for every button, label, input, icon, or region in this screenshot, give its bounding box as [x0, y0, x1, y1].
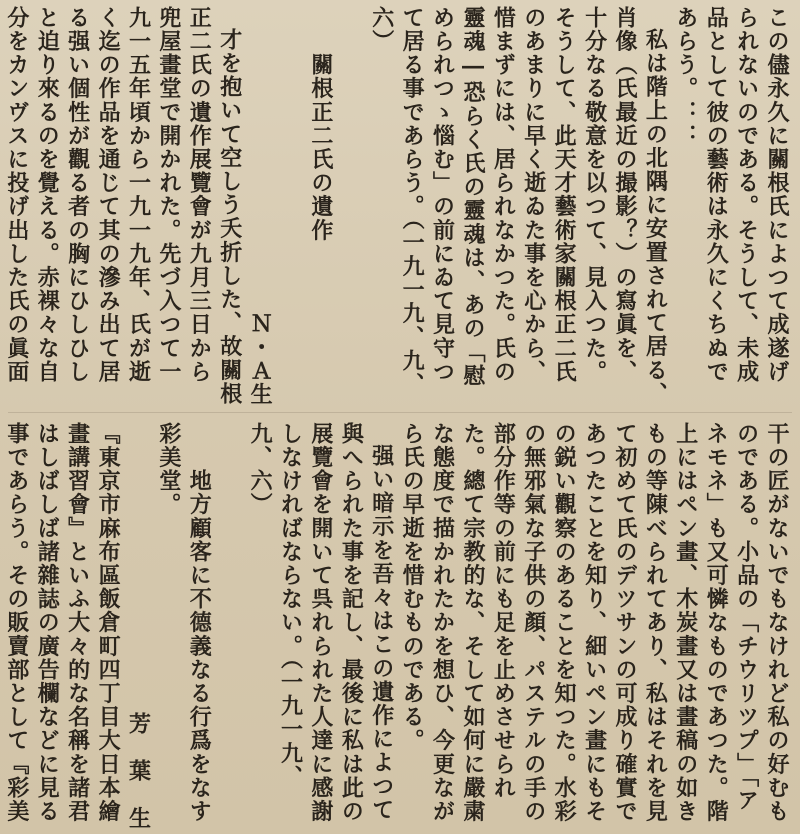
paragraph-portrait-text: 私は階上の北隅に安置されて居る、肖像（氏最近の撮影？）の寫眞を、十分なる敬意を以つて、見入つた。そうして、此天才藝術家關根正二氏のあまりに早く逝ゐた事を心から、惜まずには、居られなかつた。氏の靈魂―恐らく氏の靈魂は、あの「慰められつゝ惱む」の前にゐて見守つて居る事であらう。（一九一九、九、六）	[368, 6, 669, 406]
article-title-2-text: 地方顧客に不德義なる行爲をなす彩美堂。	[155, 422, 213, 824]
article-byline	[245, 6, 275, 406]
paragraph-portrait	[366, 6, 670, 406]
article-title	[306, 6, 336, 406]
upper-text-block	[3, 6, 792, 406]
article-title-text: 關根正二氏の遺作	[307, 53, 334, 243]
section-divider	[8, 412, 792, 413]
article-byline-2-text: 芳 葉 生	[125, 712, 152, 830]
article-byline-text: Ｎ・Ａ生	[247, 311, 274, 406]
paragraph-closing-text: 强い暗示を吾々はこの遺作によつて與へられた事を記し、最後に私は此の展覽會を開いて呉れられた人達に感謝しなければならない。（一九一九、九、六）	[247, 422, 395, 824]
spacer	[275, 6, 305, 406]
spacer	[336, 6, 366, 406]
spacer	[214, 422, 244, 830]
lower-text-block	[3, 422, 792, 830]
paragraph-exhibition-text: 才を抱いて空しう夭折した、故關根正二氏の遺作展覽會が九月三日から兜屋畫堂で開かれた。先づ入つて一九一五年頃から一九一九年、氏が逝く迄の作品を通じて其の滲み出て居る强い個性が觀る者の胸にひしひしと迫り來るのを覺える。赤裸々な自分をカンヴスに投げ出した氏の眞面	[3, 6, 243, 406]
article-byline-2	[123, 422, 153, 830]
paragraph-closing	[245, 422, 397, 830]
paragraph-saibido: 『東京市麻布區飯倉町四丁目大日本繪畫講習會』といふ大々的な名稱を諸君はしばしば諸雜誌の廣告欄などに見る事であらう。その販賣部として『彩美	[3, 422, 122, 824]
paragraph-small-works: 干の匠がないでもなけれど私の好むものである。小品の「チウリツプ」「アネモネ」も又可憐なものであつた。階上にはペン畫、木炭畫又は畫稿の如きもの等陳べられてあり、私はそれを見て初めて氏のデツサンの可成り確實であつたことを知り、細いペン畫にもその鋭い觀察のあることを知つた。水彩の無邪氣な子供の顏、パステルの手の部分作等の前にも足を止めさせられた。總て宗教的な、そして如何に嚴粛な態度で描かれたかを想ひ、今更ながら氏の早逝を惜むものである。	[399, 422, 790, 824]
paragraph-continuation: この儘永久に關根氏によつて成遂げられないのである。そうして、未成品として彼の藝術は永久にくちぬであらう。：：	[672, 6, 790, 384]
article-title-2	[153, 422, 214, 830]
paragraph-exhibition	[0, 6, 245, 406]
